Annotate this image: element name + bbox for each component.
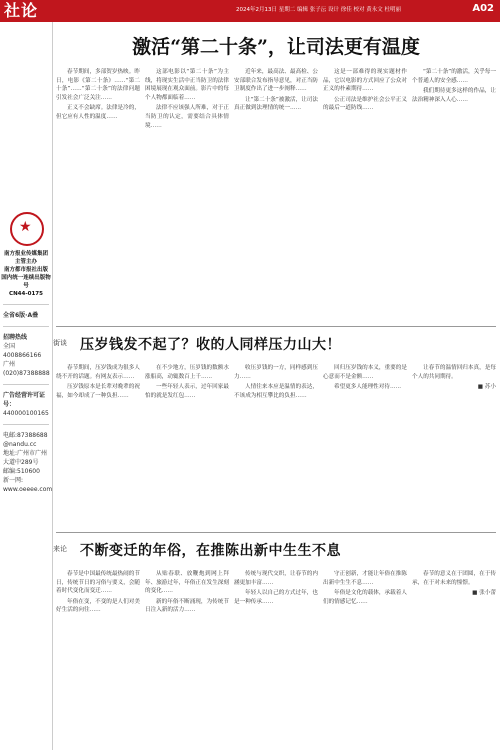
divider [3, 424, 49, 425]
article-column [56, 570, 140, 617]
header-bar [0, 0, 500, 22]
page-number: A02 [472, 3, 494, 14]
paragraph: “第二十条”的激活，关乎每一个普通人的安全感…… [412, 69, 496, 84]
article-column [234, 570, 318, 608]
newspaper-emblem-icon [6, 212, 44, 250]
publisher-org: 南方都市报社出版 [3, 267, 48, 273]
paragraph: 守正创新，才能让年俗在推陈出新中生生不息…… [323, 571, 407, 586]
issn-number: CN44-0175 [9, 291, 43, 297]
paragraph: 春节期间，压岁钱成为很多人绕不开的话题。有网友表示…… [56, 365, 140, 380]
ad-license-title: 广告经营许可证号： [3, 392, 46, 408]
edition-info: 全省6版·A叠 [3, 312, 39, 319]
contact-line: 邮编:510600 [3, 468, 40, 475]
article-column [323, 364, 407, 394]
paragraph: 年俗在变，不变的是人们对美好生活的向往…… [56, 598, 140, 614]
issue-meta: 2024年2月13日 星期二 编辑 张子沄 设计 徐佳 校对 黄永文 杜明丽 [236, 7, 401, 13]
publisher-role: 主管主办 [14, 259, 37, 265]
article-column [56, 68, 140, 124]
paragraph: 传统与现代交织，让春节的内涵更加丰富…… [234, 571, 318, 586]
article-title: 不断变迁的年俗，在推陈出新中生生不息 [80, 543, 341, 559]
section-divider [56, 532, 496, 533]
article-column [145, 570, 229, 617]
ad-license-number: 440000100165 [3, 410, 49, 417]
article-column [234, 68, 318, 115]
paragraph: 正义不会缺席。法律是冷的，但它应有人性的温度…… [56, 105, 140, 120]
hotline-title: 招聘热线 [3, 334, 28, 341]
column-label: 来论 [53, 545, 67, 553]
contact-line: 电邮:87388688 [3, 432, 48, 439]
paragraph: 让“第二十条”被激活，让司法真正做到法理情的统一…… [234, 96, 318, 112]
paragraph: 希望更多人能理性对待…… [334, 384, 402, 391]
paragraph: 收压岁钱的一方，同样感到压力…… [234, 365, 318, 380]
paragraph: 我们期待更多这样的作品，让法治精神深入人心…… [412, 88, 496, 103]
author-signature: ■ 张小蕾 [472, 590, 496, 597]
author-signature: ■ 苏小 [477, 384, 496, 391]
article-column [145, 68, 229, 132]
masthead-sidebar [0, 22, 53, 750]
article-column [412, 68, 496, 106]
paragraph: 年俗是文化的载体，承载着人们的情感记忆…… [323, 590, 407, 605]
article-title: 激活“第二十条”，让司法更有温度 [132, 36, 420, 58]
contact-line: @nandu.cc [3, 441, 37, 448]
paragraph: 让春节的温情回归本真，是每个人的共同期待。 [412, 365, 496, 380]
paragraph: 年轻人以自己的方式过年，也是一种传承…… [234, 590, 318, 605]
paragraph: 从贴春联、放鞭炮到网上拜年、旅游过年，年俗正在发生深刻的变化…… [145, 571, 229, 595]
column-label: 街谈 [53, 339, 67, 347]
article-column [323, 570, 407, 608]
paragraph: 这是一部难得的现实题材作品，它以电影的方式回应了公众对正义的朴素期待…… [323, 69, 407, 93]
contact-line: 新一网: [3, 477, 24, 484]
star-icon: ★ [19, 219, 32, 235]
paragraph: 回归压岁钱的本义，重要的是心意而不是金额…… [323, 365, 407, 380]
section-title: 社论 [4, 1, 39, 20]
paragraph: 春节是中国最传统最热闹的节日，传统节日的习俗与要义，会随着时代变化而变迁…… [56, 571, 140, 595]
paragraph: 春节的意义在于团圆，在于传承，在于对未来的憧憬。 [412, 571, 496, 586]
paragraph: 近年来，最高法、最高检、公安部联合发布指导意见，对正当防卫制度作出了进一步阐释…… [234, 69, 318, 93]
section-divider [56, 326, 496, 327]
contact-line: 地址:广州市广州大道中289号 [3, 450, 48, 466]
divider [3, 384, 49, 385]
divider [3, 304, 49, 305]
paragraph: 这部电影以“第二十条”为主线，将现实生活中正当防卫的法律困境展现在观众面前。影片中的每个人物都面临着…… [145, 69, 229, 101]
contact-line: www.oeeee.com [3, 486, 53, 493]
article-column [234, 364, 318, 402]
issn-label: 国内统一连续出版物号 [1, 275, 51, 289]
article-column [145, 364, 229, 402]
paragraph: 公正司法是维护社会公平正义的最后一道防线…… [323, 96, 407, 112]
article-column [323, 68, 407, 115]
hotline-number: 广州(020)87388888 [3, 361, 50, 377]
article-column [412, 364, 496, 394]
article-title: 压岁钱发不起了？收的人同样压力山大！ [80, 337, 341, 353]
article-column [412, 570, 496, 600]
paragraph: 一些年轻人表示，过年回家最怕的就是发红包…… [145, 384, 229, 399]
paragraph: 新的年俗不断涌现，为传统节日注入新的活力…… [145, 598, 229, 614]
hotline-number: 全国4008866166 [3, 343, 42, 359]
paragraph: 春节期间，多部贺岁热映。昨日，电影《第二十条》……“第二十条”……“第二十条”的法律问题引发社会广泛关注…… [56, 69, 140, 101]
paragraph: 在不少地方，压岁钱的数额水涨船高，动辄数百上千…… [145, 365, 229, 380]
paragraph: 法律不应该强人所难，对于正当防卫的认定，需要结合具体情境…… [145, 105, 229, 129]
paragraph: 人情往来本应是温情的表达，不该成为相互攀比的负担…… [234, 384, 318, 399]
paragraph: 压岁钱原本是长辈对晚辈的祝福，如今却成了一种负担…… [56, 384, 140, 399]
publisher-name: 南方报业传媒集团 [3, 251, 48, 257]
article-column [56, 364, 140, 402]
divider [3, 326, 49, 327]
